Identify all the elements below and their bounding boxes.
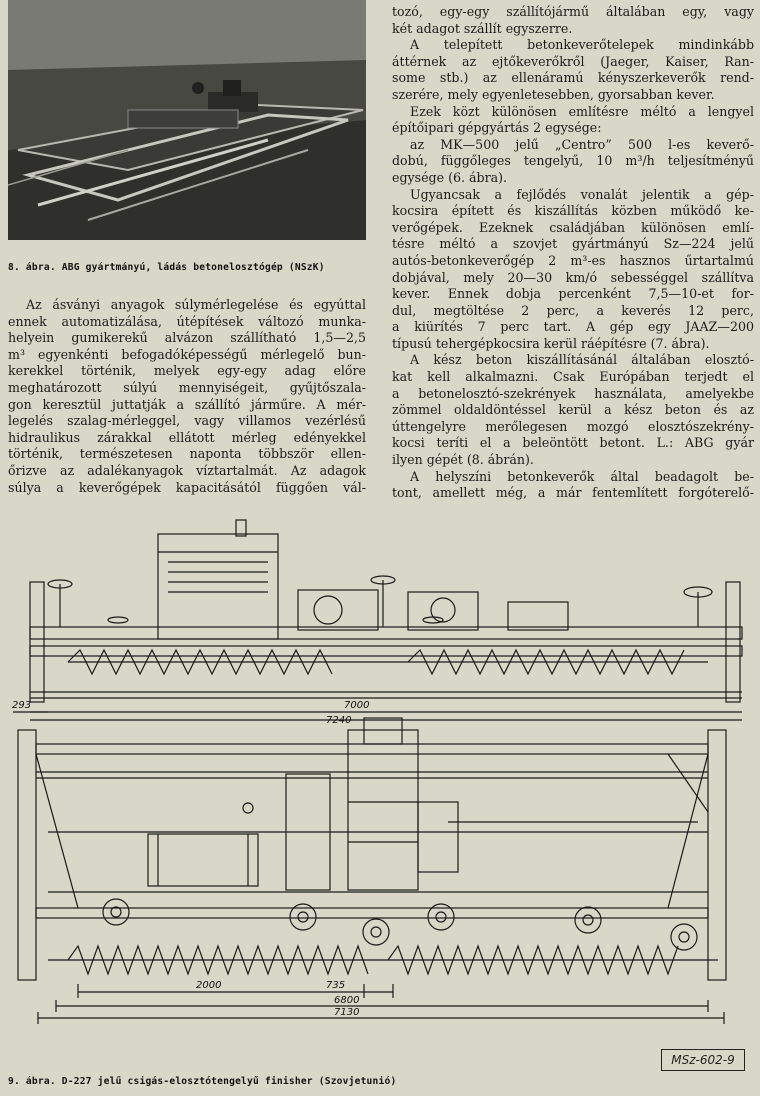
dimension-7000: 7000 xyxy=(344,700,370,711)
figure-8-caption: 8. ábra. ABG gyártmányú, ládás betonelosztógép (NSzK) xyxy=(8,262,325,273)
dimension-7240: 7240 xyxy=(326,715,352,726)
text-line: ilyen gépét (8. ábrán). xyxy=(392,452,534,468)
text-line: autós-betonkeverőgép 2 m³-es hasznos űrtartalmú xyxy=(392,252,754,268)
text-line: verőgépek. Ezeknek családjában különösen emlí- xyxy=(392,219,754,235)
text-line: őrizve az adalékanyagok víztartalmát. Az adagok xyxy=(8,462,366,478)
text-line: dobú, függőleges tengelyű, 10 m³/h teljesítményű xyxy=(392,153,754,169)
text-line: meghatározott súlyú mennyiségeit, gyűjtőszala- xyxy=(8,379,366,395)
text-line: zömmel oldaldöntéssel kerül a kész beton és az xyxy=(392,402,754,418)
dimension-7130: 7130 xyxy=(334,1007,360,1018)
text-line: Ezek közt különösen említésre méltó a lengyel xyxy=(410,103,754,119)
text-line: a kiürítés 7 perc tart. A gép egy JAAZ—200 xyxy=(392,319,754,335)
concrete-distributor-photo xyxy=(8,0,366,240)
right-column xyxy=(392,4,754,502)
text-line: szerére, mely egyenletesebben, gyorsabban kever. xyxy=(392,86,715,102)
dimension-293: 293 xyxy=(12,700,32,711)
text-line: áttérnek az ejtőkeverőkről (Jaeger, Kaiser, Ran- xyxy=(392,53,754,69)
text-line: súlya a keverőgépek kapacitásától függően vál- xyxy=(8,479,366,495)
left-column xyxy=(8,297,366,496)
text-line: kocsira épített és kiszállítás közben működő ke- xyxy=(392,203,754,219)
text-line: ennek automatizálása, útépítések változó munka- xyxy=(8,313,366,329)
dimension-735: 735 xyxy=(326,980,346,991)
text-line: tésre méltó a szovjet gyártmányú Sz—224 jelű xyxy=(392,236,754,252)
text-line: tozó, egy-egy szállítójármű általában egy, vagy xyxy=(392,4,754,19)
text-line: úttengelyre merőlegesen mozgó elosztószekrény- xyxy=(392,418,754,434)
figure-9-caption: 9. ábra. D-227 jelű csigás-elosztótengelyű finisher (Szovjetunió) xyxy=(8,1076,397,1087)
text-line: kerekkel történik, melyek egy-egy adag előre xyxy=(8,363,366,379)
text-line: helyein gumikerekű alvázon szállítható 1,5—2,5 xyxy=(8,330,366,346)
text-line: A helyszíni betonkeverők által beadagolt be- xyxy=(410,468,754,484)
text-line: kever. Ennek dobja percenként 7,5—10-et for- xyxy=(392,286,754,302)
text-line: típusú tehergépkocsira kerül ráépítésre (7. ábra). xyxy=(392,335,710,351)
text-line: egysége (6. ábra). xyxy=(392,169,508,185)
text-line: kocsi teríti el a beleöntött betont. L.: ABG gyár xyxy=(392,435,754,451)
text-line: történik, természetesen naponta többször ellen- xyxy=(8,446,366,462)
text-line: Az ásványi anyagok súlymérlegelése és egyúttal xyxy=(26,297,366,312)
text-line: Ugyancsak a fejlődés vonalát jelentik a gép- xyxy=(410,186,754,202)
drawing-stamp: MSz-602-9 xyxy=(661,1049,745,1071)
text-line: kat kell alkalmazni. Csak Európában terjedt el xyxy=(392,369,754,385)
text-line: A telepített betonkeverőtelepek mindinkább xyxy=(410,37,754,53)
text-line: két adagot szállít egyszerre. xyxy=(392,20,573,36)
text-line: gon keresztül juttatják a szállító járműre. A mér- xyxy=(8,396,366,412)
text-line: az MK—500 jelű „Centro” 500 l-es keverő- xyxy=(410,136,754,152)
text-line: hidraulikus zárakkal ellátott mérleg edényekkel xyxy=(8,429,366,445)
figure-8-photo xyxy=(8,0,366,240)
text-line: legelés szalag-mérleggel, vagy villamos vezérlésű xyxy=(8,413,366,429)
text-line: some stb.) az ellenáramú kényszerkeverők rend- xyxy=(392,70,754,86)
text-line: dul, megtöltése 2 perc, a keverés 12 perc, xyxy=(392,302,754,318)
figure-9-drawing xyxy=(8,512,756,1072)
text-line: m³ egyenkénti befogadóképességű mérlegelő bun- xyxy=(8,346,366,362)
text-line: dobjával, mely 20—30 km/ó sebességgel szállítva xyxy=(392,269,754,285)
text-line: a betonelosztó-szekrények használata, amelyekbe xyxy=(392,385,754,401)
dimension-2000: 2000 xyxy=(196,980,222,991)
finisher-technical-drawing xyxy=(8,512,756,1072)
text-line: építőipari gépgyártás 2 egysége: xyxy=(392,120,602,136)
dimension-6800: 6800 xyxy=(334,995,360,1006)
text-line: A kész beton kiszállításánál általában elosztó- xyxy=(410,352,754,368)
text-line: tont, amellett még, a már fentemlített forgóterelő- xyxy=(392,485,754,501)
